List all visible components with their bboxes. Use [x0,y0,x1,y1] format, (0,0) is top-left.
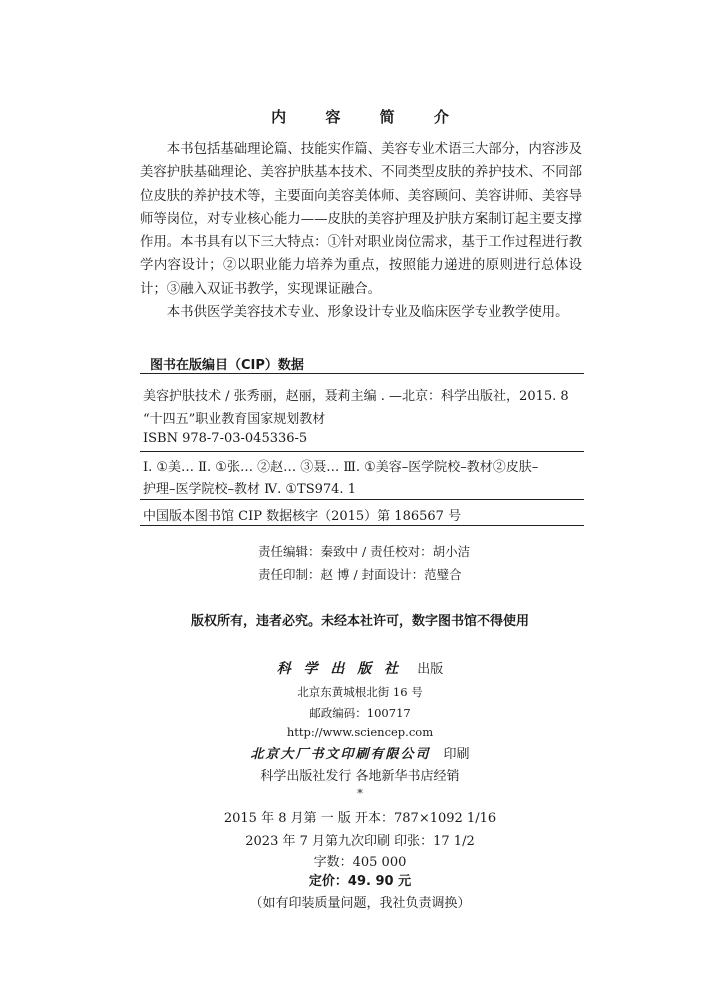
credits-line-1: 责任编辑：秦致中 / 责任校对：胡小洁 [258,544,471,559]
cip-line-5: 护理–医学院校–教材 Ⅳ. ①TS974. 1 [143,482,356,497]
publisher-name: 科 学 出 版 社 [276,661,403,677]
cip-line-6: 中国版本图书馆 CIP 数据核字（2015）第 186567 号 [143,509,462,524]
cip-line-1: 美容护肤技术 / 张秀丽，赵丽，聂莉主编 . —北京：科学出版社，2015. 8 [143,389,569,404]
distribution-line: 科学出版社发行 各地新华书店经销 [260,769,460,784]
word-count: 字数：405 000 [313,855,407,870]
price: 定价：49. 90 元 [308,874,412,889]
intro-paragraph-2: 本书供医学美容技术专业、形象设计专业及临床医学专业教学使用。 [166,305,569,321]
cip-line-4: Ⅰ. ①美… Ⅱ. ①张… ②赵… ③聂… Ⅲ. ①美容–医学院校–教材②皮肤– [143,460,539,475]
cip-line-2: “十四五”职业教育国家规划教材 [143,412,326,427]
intro-body [140,138,582,324]
cip-heading: 图书在版编目（CIP）数据 [150,358,304,373]
cip-lower-rule [140,499,584,500]
credits-line-2: 责任印制：赵 博 / 封面设计：范璧合 [258,567,462,582]
cip-top-rule [140,373,584,374]
publisher-role: 出版 [417,662,444,677]
cip-mid-rule [140,451,584,452]
quality-notice: （如有印装质量问题，我社负责调换） [249,896,471,911]
printer-role: 印刷 [443,747,470,762]
cip-bottom-rule [140,525,584,526]
printer-line [0,743,720,762]
edition-line: 2015 年 8 月第 一 版 开本：787×1092 1/16 [223,811,497,826]
publisher-postcode: 邮政编码：100717 [309,706,411,720]
publisher-line [0,658,720,678]
publisher-url: http://www.sciencep.com [286,725,434,739]
cip-line-3: ISBN 978-7-03-045336-5 [143,431,308,446]
intro-paragraph-1: 本书包括基础理论篇、技能实作篇、美容专业术语三大部分，内容涉及美容护肤基础理论、美容护肤基本技术、不同类型皮肤的养护技术、不同部位皮肤的养护技术等，主要面向美容美体师、美容顾问、美容讲师、美容导师等岗位，对专业核心能力——皮肤的美容护理及护肤方案制订起主要支撑作用。本书具有以下三大特点：①针对职业岗位需求，基于工作过程进行教学内容设计；②以职业能力培养为重点，按照能力递进的原则进行总体设计；③融入双证书教学，实现课证融合。 [140,142,582,297]
publisher-address: 北京东黄城根北街 16 号 [297,685,423,699]
separator-asterisk: * [357,786,363,800]
intro-title: 内 容 简 介 [271,108,466,126]
printing-line: 2023 年 7 月第九次印刷 印张：17 1/2 [245,834,475,849]
printer-name: 北京大厂书文印刷有限公司 [250,747,431,762]
copyright-notice: 版权所有，违者必究。未经本社许可，数字图书馆不得使用 [190,614,529,629]
